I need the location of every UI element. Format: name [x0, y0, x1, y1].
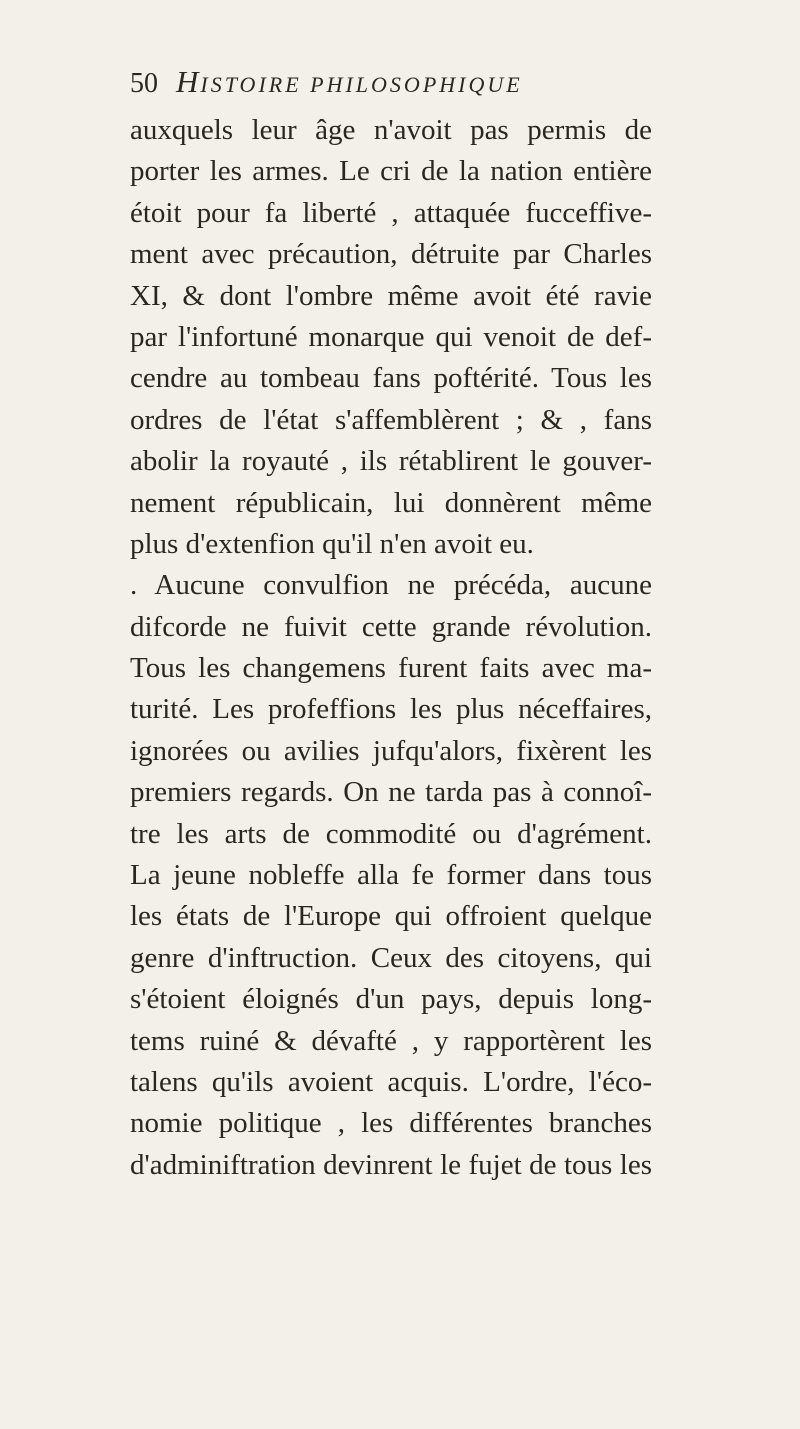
text-line: turité. Les profeffions les plus néceffaires,	[130, 693, 652, 726]
text-line: tems ruiné & dévafté , y rapportèrent les	[130, 1024, 652, 1057]
text-line: ordres de l'état s'affemblèrent ; & , fans	[130, 403, 652, 436]
text-line: s'étoient éloignés d'un pays, depuis long-	[130, 983, 652, 1016]
text-line: les états de l'Europe qui offroient quelque	[130, 900, 652, 933]
text-line: Tous les changemens furent faits avec ma-	[130, 652, 652, 685]
text-line: . Aucune convulfion ne précéda, aucune	[130, 569, 652, 602]
text-line: porter les armes. Le cri de la nation entière	[130, 155, 652, 188]
page-number: 50	[130, 68, 158, 99]
text-line: plus d'extenfion qu'il n'en avoit eu.	[130, 527, 534, 560]
text-line: abolir la royauté , ils rétablirent le gouver-	[130, 445, 652, 478]
text-line: premiers regards. On ne tarda pas à connoî-	[130, 776, 652, 809]
running-title	[176, 64, 523, 100]
running-title-word-1: ISTOIRE	[200, 72, 311, 97]
text-line: auxquels leur âge n'avoit pas permis de	[130, 114, 652, 146]
text-line: étoit pour fa liberté , attaquée fucceffive-	[130, 196, 652, 229]
text-line: d'adminiftration devinrent le fujet de tous les	[130, 1148, 652, 1181]
body-text	[130, 110, 652, 1186]
text-line: nomie politique , les différentes branches	[130, 1107, 652, 1140]
text-line: talens qu'ils avoient acquis. L'ordre, l'éco-	[130, 1065, 652, 1098]
text-line: ignorées ou avilies jufqu'alors, fixèrent les	[130, 734, 652, 767]
text-line: difcorde ne fuivit cette grande révolution.	[130, 610, 652, 643]
text-line: genre d'inftruction. Ceux des citoyens, qui	[130, 941, 652, 974]
running-title-word-2: PHILOSOPHIQUE	[310, 72, 523, 97]
text-line: tre les arts de commodité ou d'agrément.	[130, 817, 652, 850]
text-line: XI, & dont l'ombre même avoit été ravie	[130, 279, 652, 312]
running-head	[130, 64, 650, 104]
text-line: ment avec précaution, détruite par Charles	[130, 238, 652, 271]
text-line: par l'infortuné monarque qui venoit de def-	[130, 320, 652, 353]
text-line: cendre au tombeau fans poftérité. Tous les	[130, 362, 652, 395]
text-line: La jeune nobleffe alla fe former dans tous	[130, 859, 652, 892]
running-title-initial: H	[176, 64, 201, 99]
text-line: nement républicain, lui donnèrent même	[130, 486, 652, 519]
